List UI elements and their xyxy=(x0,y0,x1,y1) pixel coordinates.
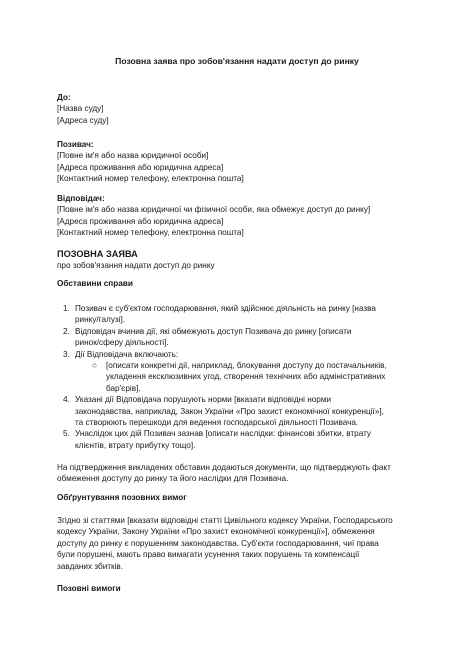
list-number: 4. xyxy=(63,395,70,405)
list-item-line: ринок/сферу діяльності]. xyxy=(75,338,169,348)
defendant-line: [Контактний номер телефону, електронна пошта] xyxy=(57,228,244,238)
list-number: 2. xyxy=(63,326,70,336)
sub-list-item-line: [описати конкретні дії, наприклад, блокування доступу до постачальників, xyxy=(106,361,387,371)
plaintiff-section xyxy=(57,139,427,185)
list-item-line: Дії Відповідача включають: xyxy=(75,349,179,359)
court-heading: До: xyxy=(57,93,71,102)
plaintiff-line: [Повне ім'я або назва юридичної особи] xyxy=(57,151,209,161)
paragraph-line: Згідно зі статтями [вказати відповідні статті Цивільного кодексу України, Господарського xyxy=(57,516,393,525)
court-line: [Адреса суду] xyxy=(57,115,109,125)
list-item-line: законодавства, наприклад, Закон України «Про захист економічної конкуренції»], xyxy=(75,406,384,416)
sub-list-item xyxy=(57,360,427,394)
list-number: 1. xyxy=(63,304,70,313)
claim-subtitle: про зобов'язання надати доступ до ринку xyxy=(57,261,215,271)
list-number: 5. xyxy=(63,429,70,439)
circumstances-conclusion xyxy=(57,462,427,485)
list-item xyxy=(57,428,427,451)
defendant-line: [Адреса проживання або юридична адреса] xyxy=(57,216,224,226)
justification-paragraph xyxy=(57,515,427,572)
list-item xyxy=(57,349,427,360)
justification-heading-block xyxy=(57,492,427,503)
sub-list-item-line: бар'єрів]. xyxy=(106,383,141,393)
list-item xyxy=(57,303,427,326)
paragraph-line: кодексу України, Закону України «Про захист економічної конкуренції»], обмеження xyxy=(57,527,375,537)
list-item-line: та створюють перешкоди для ведення господарської діяльності Позивача. xyxy=(75,418,359,428)
claim-section xyxy=(57,249,427,272)
list-item-line: Позивач є суб'єктом господарювання, який здійснює діяльність на ринку [назва xyxy=(75,304,376,313)
list-item-line: клієнтів, втрату прибутку тощо]. xyxy=(75,440,196,450)
plaintiff-line: [Адреса проживання або юридична адреса] xyxy=(57,162,224,172)
defendant-section xyxy=(57,193,427,239)
plaintiff-line: [Контактний номер телефону, електронна пошта] xyxy=(57,174,244,184)
list-item xyxy=(57,394,427,428)
list-item-line: ринку/галузі]. xyxy=(75,315,126,325)
court-line: [Назва суду] xyxy=(57,104,104,114)
defendant-line: [Повне ім'я або назва юридичної чи фізичної особи, яка обмежує доступ до ринку] xyxy=(57,205,371,215)
circle-bullet-icon: ○ xyxy=(92,361,97,371)
paragraph-line: обмеження доступу до ринку та його наслідки для Позивача. xyxy=(57,474,289,484)
document-title: Позовна заява про зобов'язання надати доступ до ринку xyxy=(115,56,359,66)
circumstances-heading: Обставини справи xyxy=(57,279,133,288)
demands-heading: Позовні вимоги xyxy=(57,584,121,593)
paragraph-line: доступу до ринку є порушенням законодавства. Суб'єкти господарювання, чиї права xyxy=(57,538,379,548)
list-item-line: Відповідач вчинив дії, які обмежують доступ Позивача до ринку [описати xyxy=(75,326,352,336)
list-item xyxy=(57,326,427,349)
claim-heading: ПОЗОВНА ЗАЯВА xyxy=(57,249,138,259)
paragraph-line: завданих збитків. xyxy=(57,561,124,571)
circumstances-heading-block xyxy=(57,278,427,289)
demands-heading-block xyxy=(57,583,427,594)
plaintiff-heading: Позивач: xyxy=(57,140,94,149)
list-item-line: Указані дії Відповідача порушують норми [вказати відповідні норми xyxy=(75,395,332,405)
court-section xyxy=(57,92,427,126)
paragraph-line: На підтвердження викладених обставин додаються документи, що підтверджують факт xyxy=(57,463,391,472)
circumstances-list xyxy=(57,303,427,451)
list-number: 3. xyxy=(63,349,70,359)
justification-heading: Обґрунтування позовних вимог xyxy=(57,493,187,502)
defendant-heading: Відповідач: xyxy=(57,194,105,203)
sub-list-item-line: укладення ексклюзивних угод, створення технічних або адміністративних xyxy=(106,372,386,382)
paragraph-line: були порушені, мають право вимагати усунення таких порушень та компенсації xyxy=(57,550,360,560)
list-item-line: Унаслідок цих дій Позивач зазнав [описати наслідки: фінансові збитки, втрату xyxy=(75,429,372,439)
